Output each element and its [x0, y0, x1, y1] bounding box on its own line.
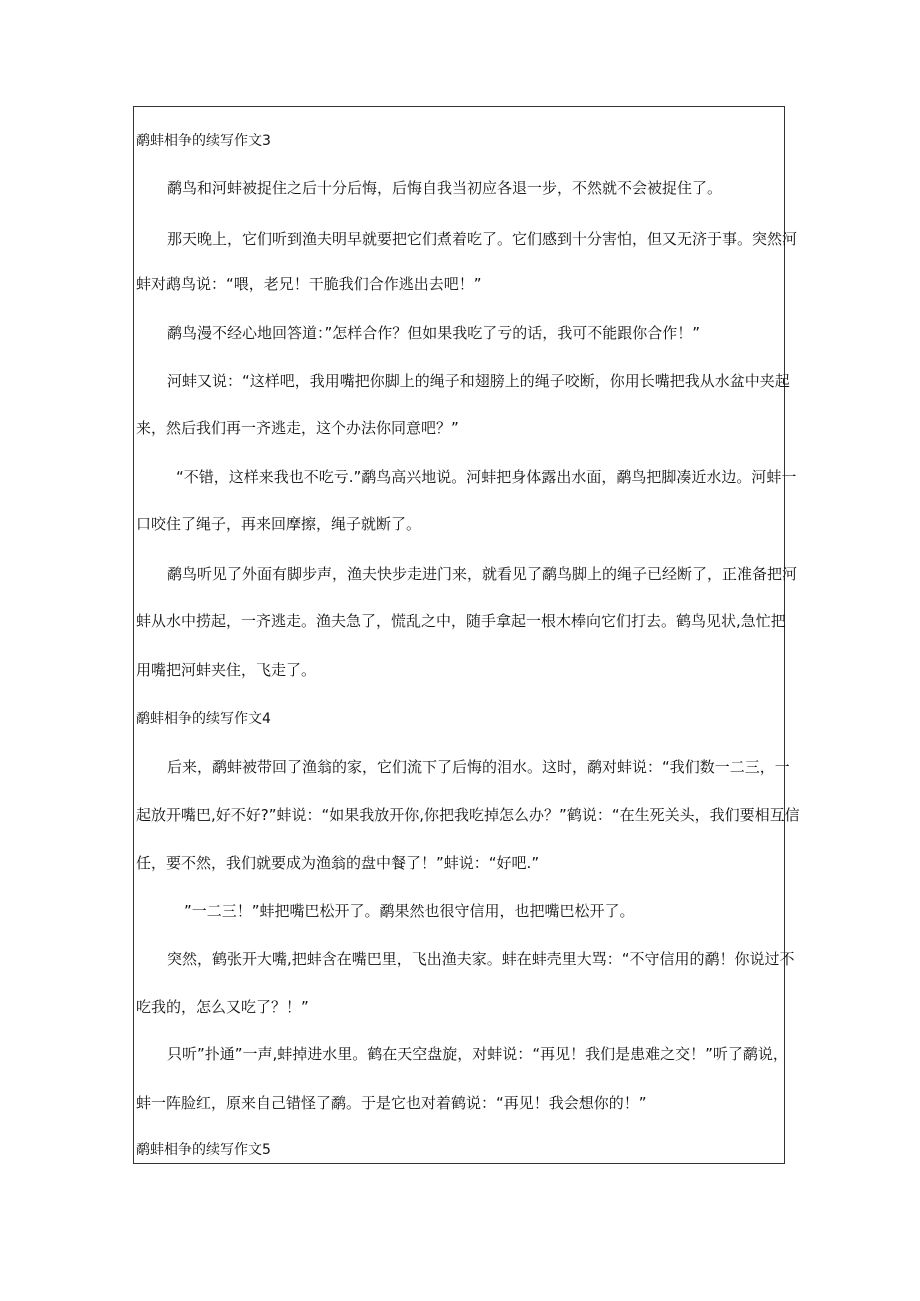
- paragraph-line: 起放开嘴巴,好不好?”蚌说：“如果我放开你,你把我吃掉怎么办？”鹤说：“在生死关头，我们要相互信: [136, 806, 800, 824]
- section-heading-5: 鹬蚌相争的续写作文5: [136, 1142, 271, 1158]
- section-heading-4: 鹬蚌相争的续写作文4: [136, 711, 271, 727]
- paragraph-line: 那天晚上，它们听到渔夫明早就要把它们煮着吃了。它们感到十分害怕，但又无济于事。突然河: [167, 230, 798, 248]
- paragraph-line: 鹬鸟和河蚌被捉住之后十分后悔，后悔自我当初应各退一步，不然就不会被捉住了。: [167, 179, 723, 197]
- paragraph-line: “不错，这样来我也不吃亏.”鹬鸟高兴地说。河蚌把身体露出水面，鹬鸟把脚凑近水边。河蚌一: [176, 468, 797, 486]
- paragraph-line: 突然，鹤张开大嘴,把蚌含在嘴巴里，飞出渔夫家。蚌在蚌壳里大骂：“不守信用的鹬！你说过不: [167, 950, 795, 968]
- section-heading-3: 鹬蚌相争的续写作文3: [136, 133, 271, 149]
- paragraph-line: 口咬住了绳子，再来回摩擦，绳子就断了。: [136, 515, 422, 533]
- paragraph-line: 后来，鹬蚌被带回了渔翁的家，它们流下了后悔的泪水。这时，鹬对蚌说：“我们数一二三，一: [167, 758, 790, 776]
- paragraph-line: 只听”扑通”一声,蚌掉进水里。鹤在天空盘旋，对蚌说：“再见！我们是患难之交！”听了鹬说，: [167, 1045, 788, 1063]
- paragraph-line: 河蚌又说：“这样吧，我用嘴把你脚上的绳子和翅膀上的绳子咬断，你用长嘴把我从水盆中夹起: [167, 372, 790, 390]
- paragraph-line: 蚌从水中捞起，一齐逃走。渔夫急了，慌乱之中，随手拿起一根木棒向它们打去。鹤鸟见状,急忙把: [136, 612, 786, 630]
- paragraph-line: 鹬鸟漫不经心地回答道：”怎样合作？但如果我吃了亏的话，我可不能跟你合作！”: [167, 324, 701, 342]
- paragraph-line: 蚌一阵脸红，原来自己错怪了鹬。于是它也对着鹤说：“再见！我会想你的！”: [136, 1094, 647, 1112]
- paragraph-line: 来，然后我们再一齐逃走，这个办法你同意吧？”: [136, 419, 459, 437]
- paragraph-line: 蚌对鹉鸟说：“喂，老兄！干脆我们合作逃出去吧！”: [136, 275, 482, 293]
- paragraph-line: 鹬鸟听见了外面有脚步声，渔夫快步走进门来，就看见了鹬鸟脚上的绳子已经断了，正准备把河: [167, 565, 798, 583]
- paragraph-line: 吃我的，怎么又吃了？！”: [136, 998, 309, 1016]
- paragraph-line: 任，要不然，我们就要成为渔翁的盘中餐了！”蚌说：“好吧.”: [136, 854, 540, 872]
- paragraph-line: 用嘴把河蚌夹住，飞走了。: [136, 661, 317, 679]
- paragraph-line: ”一二三！”蚌把嘴巴松开了。鹬果然也很守信用，也把嘴巴松开了。: [184, 902, 635, 920]
